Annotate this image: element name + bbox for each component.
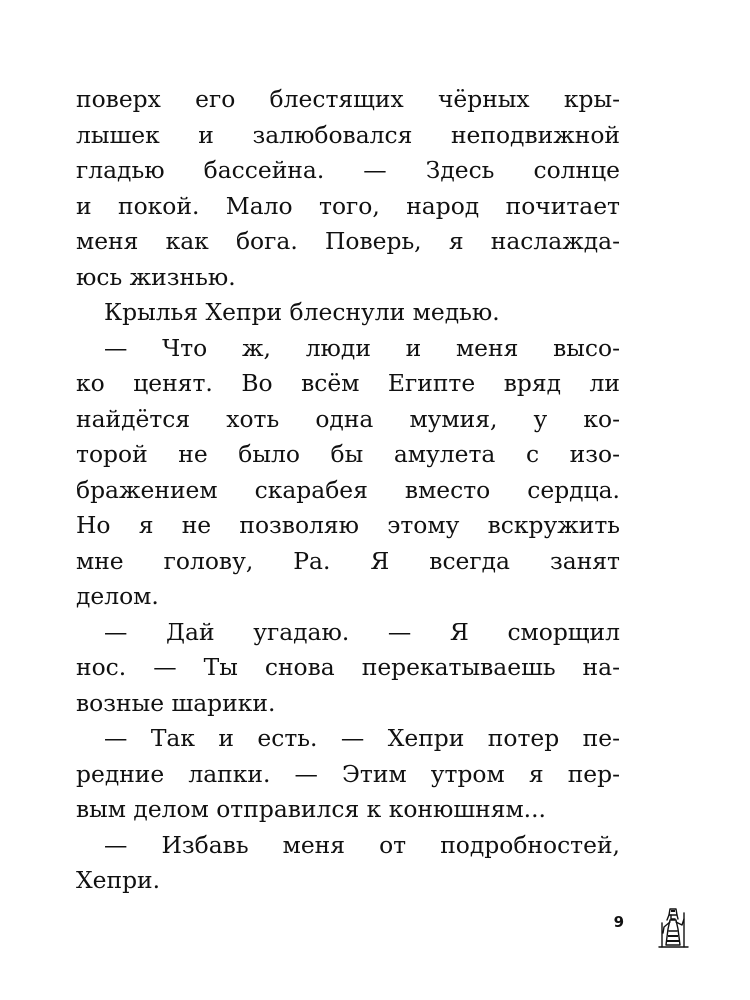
text-line: — Дай угадаю. — Я сморщил: [104, 617, 620, 646]
text-line: — Что ж, люди и меня высо-: [104, 333, 620, 362]
text-line: найдётся хоть одна мумия, у ко-: [76, 404, 620, 433]
text-line: ко ценят. Во всём Египте вряд ли: [76, 369, 620, 397]
text-line: — Так и есть. — Хепри потер пе-: [104, 724, 620, 752]
text-line: Но я не позволяю этому вскружить: [76, 511, 620, 539]
page-text: [76, 82, 620, 899]
text-line: — Избавь меня от подробностей,: [104, 830, 620, 859]
text-line: нос. — Ты снова перекатываешь на-: [76, 653, 620, 681]
text-line: поверх его блестящих чёрных кры-: [76, 85, 620, 113]
text-line: Крылья Хепри блеснули медью.: [104, 298, 500, 326]
text-body: [76, 82, 620, 899]
text-line: лышек и залюбовался неподвижной: [76, 120, 620, 149]
text-line: Хепри.: [76, 866, 161, 894]
text-line: гладью бассейна. — Здесь солнце: [76, 156, 620, 184]
text-line: мне голову, Ра. Я всегда занят: [76, 546, 620, 575]
text-line: меня как бога. Поверь, я наслажда-: [76, 227, 620, 255]
text-line: торой не было бы амулета с изо-: [76, 440, 620, 468]
text-line: делом.: [76, 582, 159, 610]
pharaoh-figure-icon: [655, 905, 691, 949]
text-line: возные шарики.: [76, 688, 276, 717]
text-line: редние лапки. — Этим утром я пер-: [76, 759, 620, 788]
text-line: юсь жизнью.: [76, 262, 236, 291]
text-line: вым делом отправился к конюшням...: [76, 795, 546, 823]
page-number: 9: [613, 913, 624, 931]
text-line: и покой. Мало того, народ почитает: [76, 191, 620, 220]
text-line: бражением скарабея вместо сердца.: [76, 475, 620, 504]
